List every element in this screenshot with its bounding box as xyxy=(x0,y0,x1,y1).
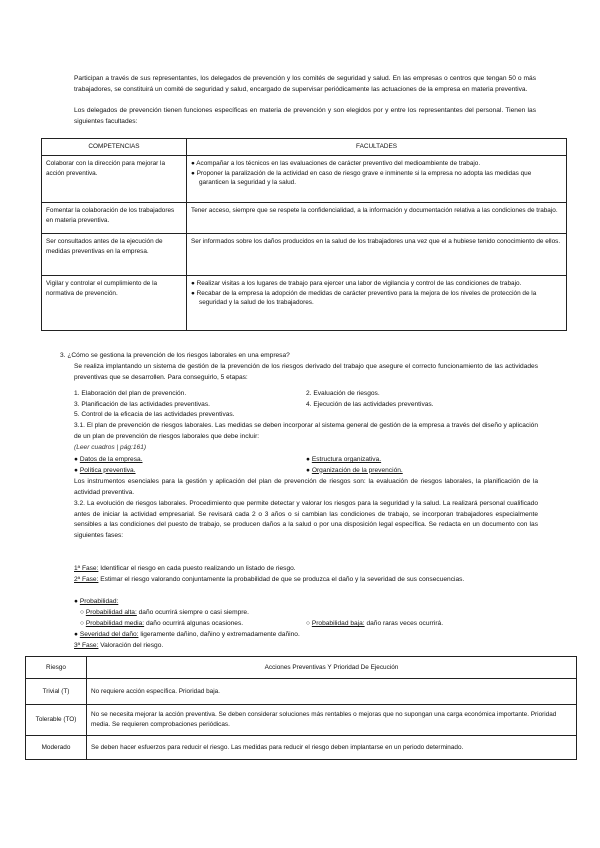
list-item: 5. Control de la eficacia de las actividades preventivas. xyxy=(74,411,235,419)
section-3-2-paragraph: 3.2. La evolución de riesgos laborales. Procedimiento que permite detectar y valorar los riesgos para la seguridad y la salud. La realizará personal cualificado antes de iniciar la actividad empresarial. Se revisará cada 2 o 3 años o si cambian las condiciones de trabajo, se incorporan trabajadores especialmente sensibles a las condiciones del puesto de trabajo, se producen daños a la salud o por una disposición legal específica. Se redacta en un documento con las siguientes fases: xyxy=(74,500,538,539)
list-item: ● Acompañar a los técnicos en las evaluaciones de carácter preventivo del medioambiente de trabajo. xyxy=(191,160,481,167)
riesgo-cell: Tolerable (TO) xyxy=(26,705,87,736)
header-riesgo: Riesgo xyxy=(26,657,87,679)
accion-cell: No requiere acción específica. Prioridad baja. xyxy=(87,679,577,705)
riesgo-cell: Trivial (T) xyxy=(26,679,87,705)
accion-cell: No se necesita mejorar la acción preventiva. Se deben considerar soluciones más rentables o mejoras que no supongan una carga económica importante. Prioridad media. Se requieren comprobaciones periódicas. xyxy=(87,705,577,736)
table-header-row xyxy=(26,657,577,679)
plan-contents-list xyxy=(74,455,538,476)
list-item: ● Organización de la prevención. xyxy=(306,466,403,474)
severidad: ● Severidad del daño: ligeramente dañino, dañino y extremadamente dañino. xyxy=(74,631,300,638)
intro-paragraph-1: Participan a través de sus representantes, los delegados de prevención y los comités de seguridad y salud. En las empresas o centros que tengan 50 o más trabajadores, se constituirá un comité de seguridad y salud, encargado de supervisar periódicamente las actuaciones de la empresa en materia preventiva. xyxy=(74,75,536,93)
reference-note: (Leer cuadros | pág:161) xyxy=(74,444,147,451)
probabilidad-baja: ○ Probabilidad baja: daño raras veces ocurrirá. xyxy=(306,620,444,627)
competencia-cell: Colaborar con la dirección para mejorar la acción preventiva. xyxy=(42,156,187,203)
fase-1: 1ª Fase: Identificar el riesgo en cada puesto realizando un listado de riesgo. xyxy=(74,565,296,572)
facultad-cell: Ser informados sobre los daños producidos en la salud de los trabajadores una vez que el a hubiese tenido conocimiento de ellos. xyxy=(187,234,567,276)
list-item: ● Proponer la paralización de la actividad en caso de riesgo grave e inminente si la empresa no adopta las medidas que garanticen la seguridad y la salud. xyxy=(191,169,532,187)
competencia-cell: Vigilar y controlar el cumplimiento de la normativa de prevención. xyxy=(42,276,187,331)
competencia-cell: Ser consultados antes de la ejecución de medidas preventivas en la empresa. xyxy=(42,234,187,276)
list-item: ● Realizar visitas a los lugares de trabajo para ejercer una labor de vigilancia y control de las condiciones de trabajo. xyxy=(191,280,522,287)
section-3-1-paragraph: 3.1. El plan de prevención de riesgos laborales. Las medidas se deben incorporar al sistema general de gestión de la empresa a través del diseño y aplicación de un plan de prevención de riesgos laborales que debe incluir: xyxy=(74,422,538,440)
steps-list xyxy=(74,389,538,421)
list-item: 4. Ejecución de las actividades preventivas. xyxy=(306,400,434,408)
table-row xyxy=(26,705,577,736)
header-competencias: COMPETENCIAS xyxy=(42,139,187,156)
instrumentos-paragraph: Los instrumentos esenciales para la gestión y aplicación del plan de prevención de riesgos son: la evaluación de riesgos laborales, la planificación de la actividad preventiva. xyxy=(74,478,538,496)
competencia-cell: Fomentar la colaboración de los trabajadores en materia preventiva. xyxy=(42,203,187,234)
facultad-cell: Tener acceso, siempre que se respete la confidencialidad, a la información y documentación relativa a las condiciones de trabajo. xyxy=(187,203,567,234)
competencias-table xyxy=(41,138,567,331)
table-row xyxy=(42,234,567,276)
list-item: ● Estructura organizativa. xyxy=(306,456,382,463)
section-3-title: 3. ¿Cómo se gestiona la prevención de los riesgos laborales en una empresa? xyxy=(60,352,290,359)
probabilidad-alta: ○ Probabilidad alta: daño ocurrirá siempre o casi siempre. xyxy=(80,609,249,616)
list-item: 1. Elaboración del plan de prevención. xyxy=(74,390,187,397)
header-facultades: FACULTADES xyxy=(187,139,567,156)
header-acciones: Acciones Preventivas Y Prioridad De Ejecución xyxy=(87,657,577,679)
table-row xyxy=(26,736,577,760)
list-item: ● Política preventiva. xyxy=(74,466,136,474)
table-row xyxy=(42,156,567,203)
fase-3: 3ª Fase: Valoración del riesgo. xyxy=(74,642,164,649)
list-item: 3. Planificación de las actividades preventivas. xyxy=(74,400,210,408)
table-header-row xyxy=(42,139,567,156)
riesgo-table xyxy=(25,656,577,760)
probabilidad-media-baja xyxy=(80,619,540,630)
fase-2: 2ª Fase: Estimar el riesgo valorando conjuntamente la probabilidad de que se produzca el daño y la severidad de sus consecuencias. xyxy=(74,576,465,583)
list-item: ● Datos de la empresa. xyxy=(74,456,143,463)
table-row xyxy=(26,679,577,705)
section-3-paragraph: Se realiza implantando un sistema de gestión de la prevención de los riesgos derivado del trabajo que asegure el correcto funcionamiento de las actividades preventivas que se desarrollen. Para conseguirlo, 5 etapas: xyxy=(74,363,538,381)
facultad-cell xyxy=(187,156,567,203)
accion-cell: Se deben hacer esfuerzos para reducir el riesgo. Las medidas para reducir el riesgo deben implantarse en un periodo determinado. xyxy=(87,736,577,760)
probabilidad-heading: ● Probabilidad: xyxy=(74,598,119,605)
table-row xyxy=(42,203,567,234)
probabilidad-media: ○ Probabilidad media: daño ocurrirá algunas ocasiones. xyxy=(80,620,244,627)
list-item: ● Recabar de la empresa la adopción de medidas de carácter preventivo para la mejora de los niveles de protección de la seguridad y la salud de los trabajadores. xyxy=(191,289,537,307)
list-item: 2. Evaluación de riesgos. xyxy=(306,390,380,397)
table-row xyxy=(42,276,567,331)
intro-paragraph-2: Los delegados de prevención tienen funciones específicas en materia de prevención y son elegidos por y entre los representantes del personal. Tienen las siguientes facultades: xyxy=(74,107,536,125)
riesgo-cell: Moderado xyxy=(26,736,87,760)
facultad-cell xyxy=(187,276,567,331)
